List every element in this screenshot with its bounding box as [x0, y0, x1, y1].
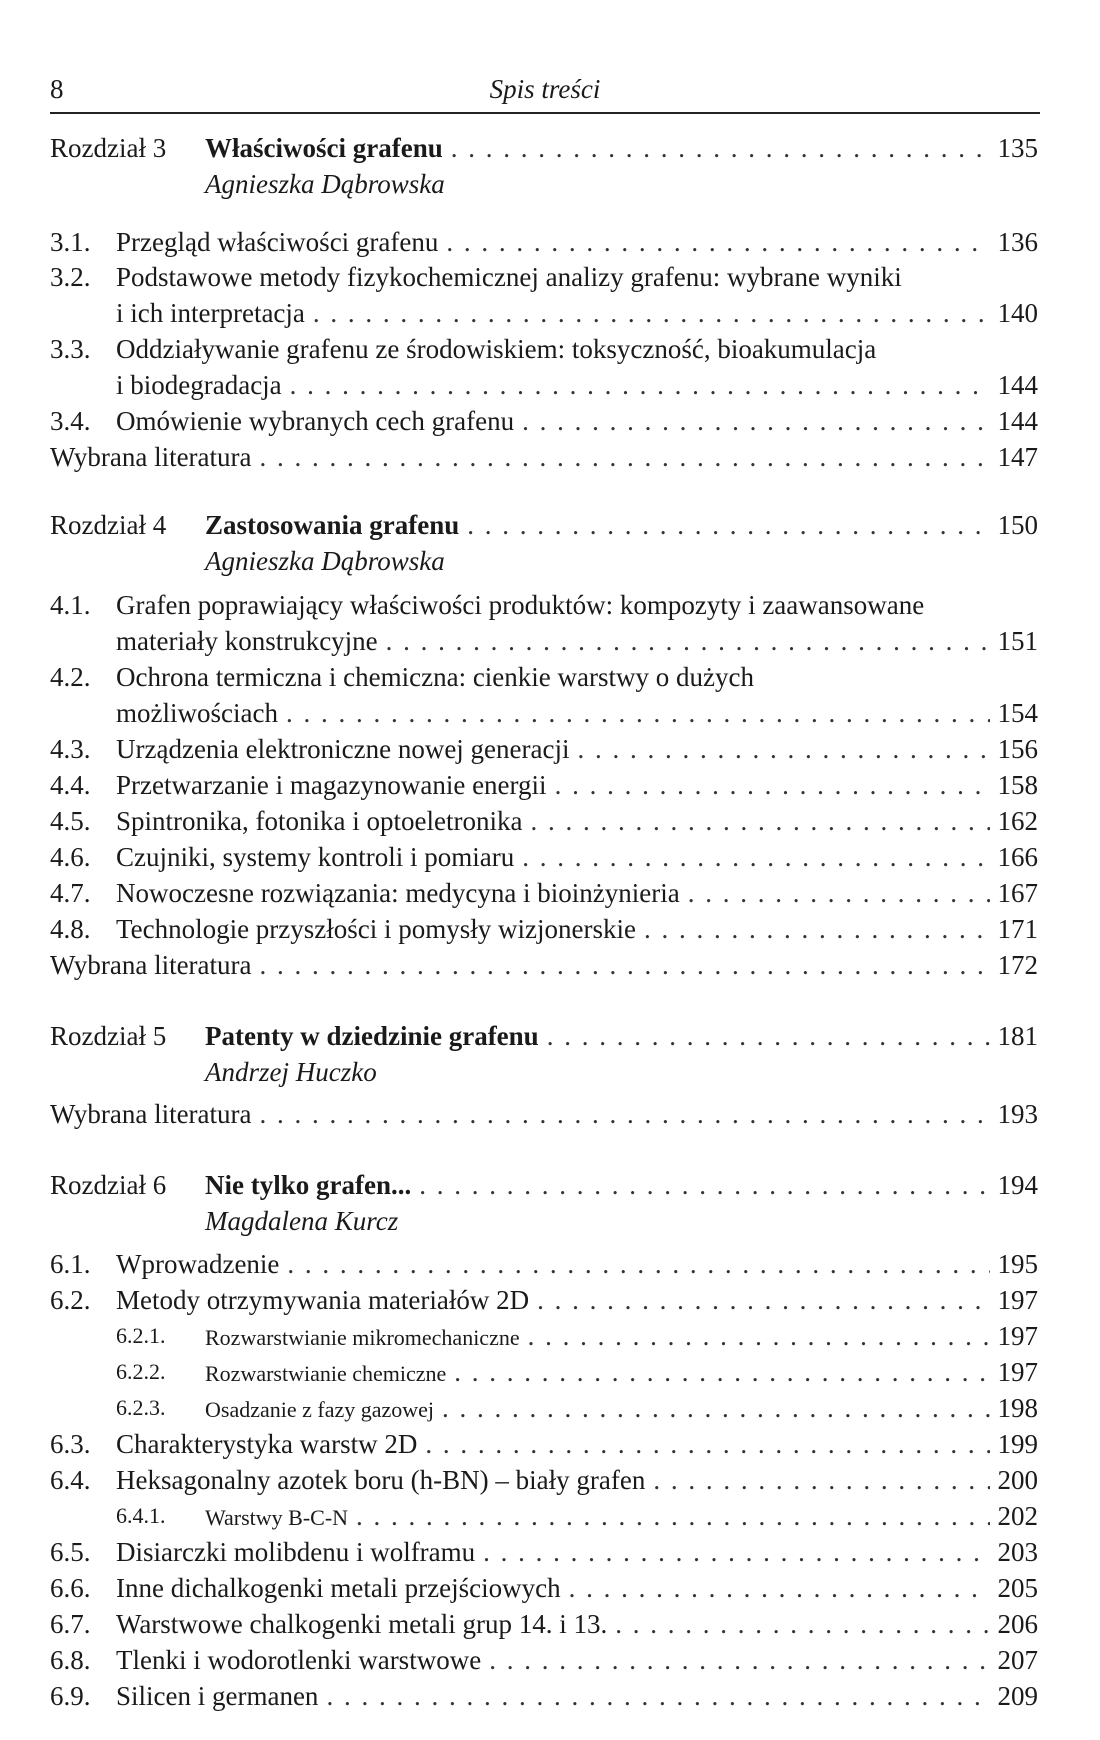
dot-leader [688, 875, 990, 911]
dot-leader [454, 1354, 989, 1390]
page-ref: 197 [997, 1285, 1038, 1315]
dot-leader [569, 1570, 990, 1606]
page-ref: 172 [997, 950, 1038, 980]
section-title: Inne dichalkogenki metali przejściowych [116, 1573, 561, 1603]
dot-leader [260, 947, 990, 983]
section-number: 6.6. [50, 1573, 91, 1603]
chapter-label: Rozdział 5 [50, 1021, 167, 1051]
toc-entry-fill [116, 1606, 1038, 1642]
section-number: 3.4. [50, 406, 91, 436]
page-ref: 206 [997, 1609, 1038, 1639]
toc-entry-fill [205, 507, 1038, 543]
chapter-heading[interactable] [0, 507, 1100, 543]
toc-entry[interactable] [0, 331, 1100, 367]
dot-leader [578, 731, 990, 767]
toc-entry-fill [50, 1096, 1038, 1132]
section-title: Technologie przyszłości i pomysły wizjonerskie [116, 914, 636, 944]
section-number: 6.4. [50, 1465, 91, 1495]
subsection-number: 6.2.3. [116, 1395, 166, 1420]
chapter-title: Zastosowania grafenu [205, 510, 460, 540]
section-title: Disiarczki molibdenu i wolframu [116, 1537, 476, 1567]
page-ref: 200 [997, 1465, 1038, 1495]
toc-entry[interactable] [0, 911, 1100, 947]
section-number: 4.4. [50, 770, 91, 800]
section-number: 4.7. [50, 878, 91, 908]
dot-leader [287, 1246, 989, 1282]
dot-leader [644, 911, 990, 947]
toc-entry-continuation[interactable] [0, 367, 1100, 403]
chapter-author-line [0, 1054, 1100, 1090]
section-number: 4.1. [50, 590, 91, 620]
section-number: 6.2. [50, 1285, 91, 1315]
page-ref: 197 [997, 1321, 1038, 1351]
dot-leader [260, 439, 990, 475]
page-ref: 203 [997, 1537, 1038, 1567]
page-ref: 135 [997, 133, 1038, 163]
toc-entry-fill [116, 911, 1038, 947]
toc-subentry[interactable] [0, 1498, 1100, 1534]
subsection-number: 6.4.1. [116, 1503, 166, 1528]
page-ref: 193 [997, 1099, 1038, 1129]
dot-leader [530, 803, 989, 839]
toc-entry-fill [116, 367, 1038, 403]
section-title-line1: Grafen poprawiający właściwości produktów: kompozyty i zaawansowane [116, 590, 925, 620]
toc-subentry[interactable] [0, 1318, 1100, 1354]
chapter-label: Rozdział 4 [50, 510, 167, 540]
section-title: i biodegradacja [116, 370, 282, 400]
section-title-line1: Ochrona termiczna i chemiczna: cienkie warstwy o dużych [116, 662, 754, 692]
chapter-author-line [0, 1203, 1100, 1239]
chapter-author: Magdalena Kurcz [205, 1206, 399, 1236]
page-ref: 156 [997, 734, 1038, 764]
subsection-number: 6.2.2. [116, 1359, 166, 1384]
chapter-label: Rozdział 6 [50, 1170, 167, 1200]
section-title: Heksagonalny azotek boru (h-BN) – biały grafen [116, 1465, 646, 1495]
page-ref: 154 [997, 698, 1038, 728]
section-number: 6.8. [50, 1645, 91, 1675]
page-ref: 194 [997, 1170, 1038, 1200]
running-header [50, 74, 1040, 114]
toc-entry[interactable] [0, 767, 1100, 803]
page-ref: 209 [997, 1681, 1038, 1711]
section-title: Wprowadzenie [116, 1249, 280, 1279]
dot-leader [356, 1498, 989, 1534]
page-ref: 198 [997, 1393, 1038, 1423]
literature-title: Wybrana literatura [50, 950, 252, 980]
dot-leader [489, 1642, 989, 1678]
chapter-author: Andrzej Huczko [205, 1057, 377, 1087]
section-number: 4.3. [50, 734, 91, 764]
dot-leader [451, 130, 990, 166]
section-number: 4.6. [50, 842, 91, 872]
chapter-author-line [0, 166, 1100, 202]
section-title: i ich interpretacja [116, 298, 305, 328]
toc-entry[interactable] [0, 403, 1100, 439]
chapter-author: Agnieszka Dąbrowska [205, 546, 445, 576]
page-ref: 167 [997, 878, 1038, 908]
chapter-author: Agnieszka Dąbrowska [205, 169, 445, 199]
dot-leader [286, 695, 990, 731]
toc-entry-literature[interactable] [0, 439, 1100, 475]
toc-entry-fill [205, 1498, 1038, 1536]
toc-entry[interactable] [0, 803, 1100, 839]
page-ref: 181 [997, 1021, 1038, 1051]
toc-entry-fill [205, 1390, 1038, 1428]
toc-entry[interactable] [0, 1462, 1100, 1498]
dot-leader [326, 1678, 989, 1714]
section-title-line1: Podstawowe metody fizykochemicznej analizy grafenu: wybrane wyniki [116, 262, 902, 292]
section-title: możliwościach [116, 698, 278, 728]
chapter-author-line [0, 543, 1100, 579]
toc-entry[interactable] [0, 875, 1100, 911]
literature-title: Wybrana literatura [50, 1099, 252, 1129]
section-number: 3.1. [50, 227, 91, 257]
section-title: Warstwowe chalkogenki metali grup 14. i 13. [116, 1609, 608, 1639]
toc-entry-fill [116, 295, 1038, 331]
toc-entry-fill [50, 947, 1038, 983]
toc-entry-fill [116, 1282, 1038, 1318]
toc-entry-continuation[interactable] [0, 295, 1100, 331]
section-number: 6.3. [50, 1429, 91, 1459]
section-title: Nowoczesne rozwiązania: medycyna i bioinżynieria [116, 878, 680, 908]
dot-leader [483, 1534, 989, 1570]
subsection-title: Osadzanie z fazy gazowej [205, 1397, 435, 1422]
section-title: Silicen i germanen [116, 1681, 319, 1711]
section-title: Spintronika, fotonika i optoeletronika [116, 806, 523, 836]
section-number: 6.7. [50, 1609, 91, 1639]
toc-entry-fill [116, 1570, 1038, 1606]
subsection-title: Rozwarstwianie chemiczne [205, 1361, 447, 1386]
page-ref: 144 [997, 370, 1038, 400]
dot-leader [290, 367, 990, 403]
dot-leader [446, 224, 989, 260]
page-ref: 205 [997, 1573, 1038, 1603]
dot-leader [425, 1426, 989, 1462]
dot-leader [522, 403, 989, 439]
toc-entry[interactable] [0, 1534, 1100, 1570]
toc-entry-fill [116, 1462, 1038, 1498]
toc-subentry[interactable] [0, 1390, 1100, 1426]
section-title: Czujniki, systemy kontroli i pomiaru [116, 842, 515, 872]
toc-entry[interactable] [0, 1606, 1100, 1642]
literature-title: Wybrana literatura [50, 442, 252, 472]
section-title-line1: Oddziaływanie grafenu ze środowiskiem: toksyczność, bioakumulacja [116, 334, 877, 364]
toc-entry[interactable] [0, 1642, 1100, 1678]
chapter-heading[interactable] [0, 1167, 1100, 1203]
dot-leader [555, 767, 990, 803]
page-ref: 199 [997, 1429, 1038, 1459]
section-title: materiały konstrukcyjne [116, 626, 378, 656]
toc-entry-fill [205, 1167, 1038, 1203]
toc-entry[interactable] [0, 1246, 1100, 1282]
toc-entry-fill [205, 1354, 1038, 1392]
toc-entry-literature[interactable] [0, 1096, 1100, 1132]
page-ref: 202 [997, 1501, 1038, 1531]
chapter-title: Nie tylko grafen... [205, 1170, 412, 1200]
toc-entry-fill [116, 1678, 1038, 1714]
toc-entry[interactable] [0, 839, 1100, 875]
dot-leader [522, 839, 989, 875]
toc-entry-fill [205, 130, 1038, 166]
toc-entry-fill [116, 1426, 1038, 1462]
toc-entry-fill [116, 803, 1038, 839]
toc-entry-fill [116, 1534, 1038, 1570]
dot-leader [313, 295, 990, 331]
dot-leader [547, 1018, 990, 1054]
section-title: Przegląd właściwości grafenu [116, 227, 439, 257]
chapter-heading[interactable] [0, 130, 1100, 166]
page-ref: 166 [997, 842, 1038, 872]
section-number: 4.2. [50, 662, 91, 692]
section-number: 6.1. [50, 1249, 91, 1279]
toc-entry[interactable] [0, 1570, 1100, 1606]
toc-entry-fill [116, 224, 1038, 260]
toc-entry-literature[interactable] [0, 947, 1100, 983]
toc-entry-fill [116, 623, 1038, 659]
section-title: Urządzenia elektroniczne nowej generacji [116, 734, 570, 764]
toc-entry-fill [205, 1018, 1038, 1054]
toc-entry-fill [116, 839, 1038, 875]
dot-leader [260, 1096, 990, 1132]
dot-leader [386, 623, 990, 659]
page-ref: 158 [997, 770, 1038, 800]
toc-entry-fill [50, 439, 1038, 475]
chapter-title: Właściwości grafenu [205, 133, 443, 163]
toc-entry[interactable] [0, 1282, 1100, 1318]
toc-entry-fill [116, 731, 1038, 767]
page-ref: 150 [997, 510, 1038, 540]
section-title: Metody otrzymywania materiałów 2D [116, 1285, 530, 1315]
toc-entry[interactable] [0, 1678, 1100, 1714]
dot-leader [528, 1318, 990, 1354]
page-ref: 162 [997, 806, 1038, 836]
chapter-title: Patenty w dziedzinie grafenu [205, 1021, 539, 1051]
section-title: Tlenki i wodorotlenki warstwowe [116, 1645, 482, 1675]
toc-entry-fill [116, 1246, 1038, 1282]
page-ref: 136 [997, 227, 1038, 257]
section-number: 4.5. [50, 806, 91, 836]
section-title: Omówienie wybranych cech grafenu [116, 406, 515, 436]
dot-leader [442, 1390, 989, 1426]
chapter-heading[interactable] [0, 1018, 1100, 1054]
section-title: Przetwarzanie i magazynowanie energii [116, 770, 547, 800]
toc-entry-continuation[interactable] [0, 623, 1100, 659]
page-ref: 197 [997, 1357, 1038, 1387]
section-number: 6.5. [50, 1537, 91, 1567]
page-ref: 140 [997, 298, 1038, 328]
dot-leader [537, 1282, 989, 1318]
toc-entry-fill [116, 875, 1038, 911]
page-ref: 147 [997, 442, 1038, 472]
page-ref: 144 [997, 406, 1038, 436]
toc-subentry[interactable] [0, 1354, 1100, 1390]
section-title: Charakterystyka warstw 2D [116, 1429, 418, 1459]
subsection-title: Rozwarstwianie mikromechaniczne [205, 1325, 520, 1350]
dot-leader [419, 1167, 989, 1203]
page-ref: 207 [997, 1645, 1038, 1675]
dot-leader [467, 507, 989, 543]
section-number: 6.9. [50, 1681, 91, 1711]
chapter-label: Rozdział 3 [50, 133, 167, 163]
page-ref: 171 [997, 914, 1038, 944]
toc-entry[interactable] [0, 1426, 1100, 1462]
page-ref: 151 [997, 626, 1038, 656]
toc-entry[interactable] [0, 659, 1100, 695]
toc-entry-fill [116, 695, 1038, 731]
toc-entry[interactable] [0, 259, 1100, 295]
section-number: 3.3. [50, 334, 91, 364]
toc-entry[interactable] [0, 731, 1100, 767]
page-number: 8 [50, 74, 64, 104]
toc-entry-fill [116, 767, 1038, 803]
toc-entry-fill [116, 403, 1038, 439]
page-ref: 195 [997, 1249, 1038, 1279]
running-title: Spis treści [489, 74, 601, 104]
subsection-number: 6.2.1. [116, 1323, 166, 1348]
toc-entry-fill [116, 1642, 1038, 1678]
toc-entry[interactable] [0, 587, 1100, 623]
subsection-title: Warstwy B-C-N [205, 1505, 349, 1530]
dot-leader [653, 1462, 989, 1498]
dot-leader [615, 1606, 989, 1642]
section-number: 4.8. [50, 914, 91, 944]
toc-entry[interactable] [0, 224, 1100, 260]
toc-entry-continuation[interactable] [0, 695, 1100, 731]
toc-entry-fill [205, 1318, 1038, 1356]
section-number: 3.2. [50, 262, 91, 292]
